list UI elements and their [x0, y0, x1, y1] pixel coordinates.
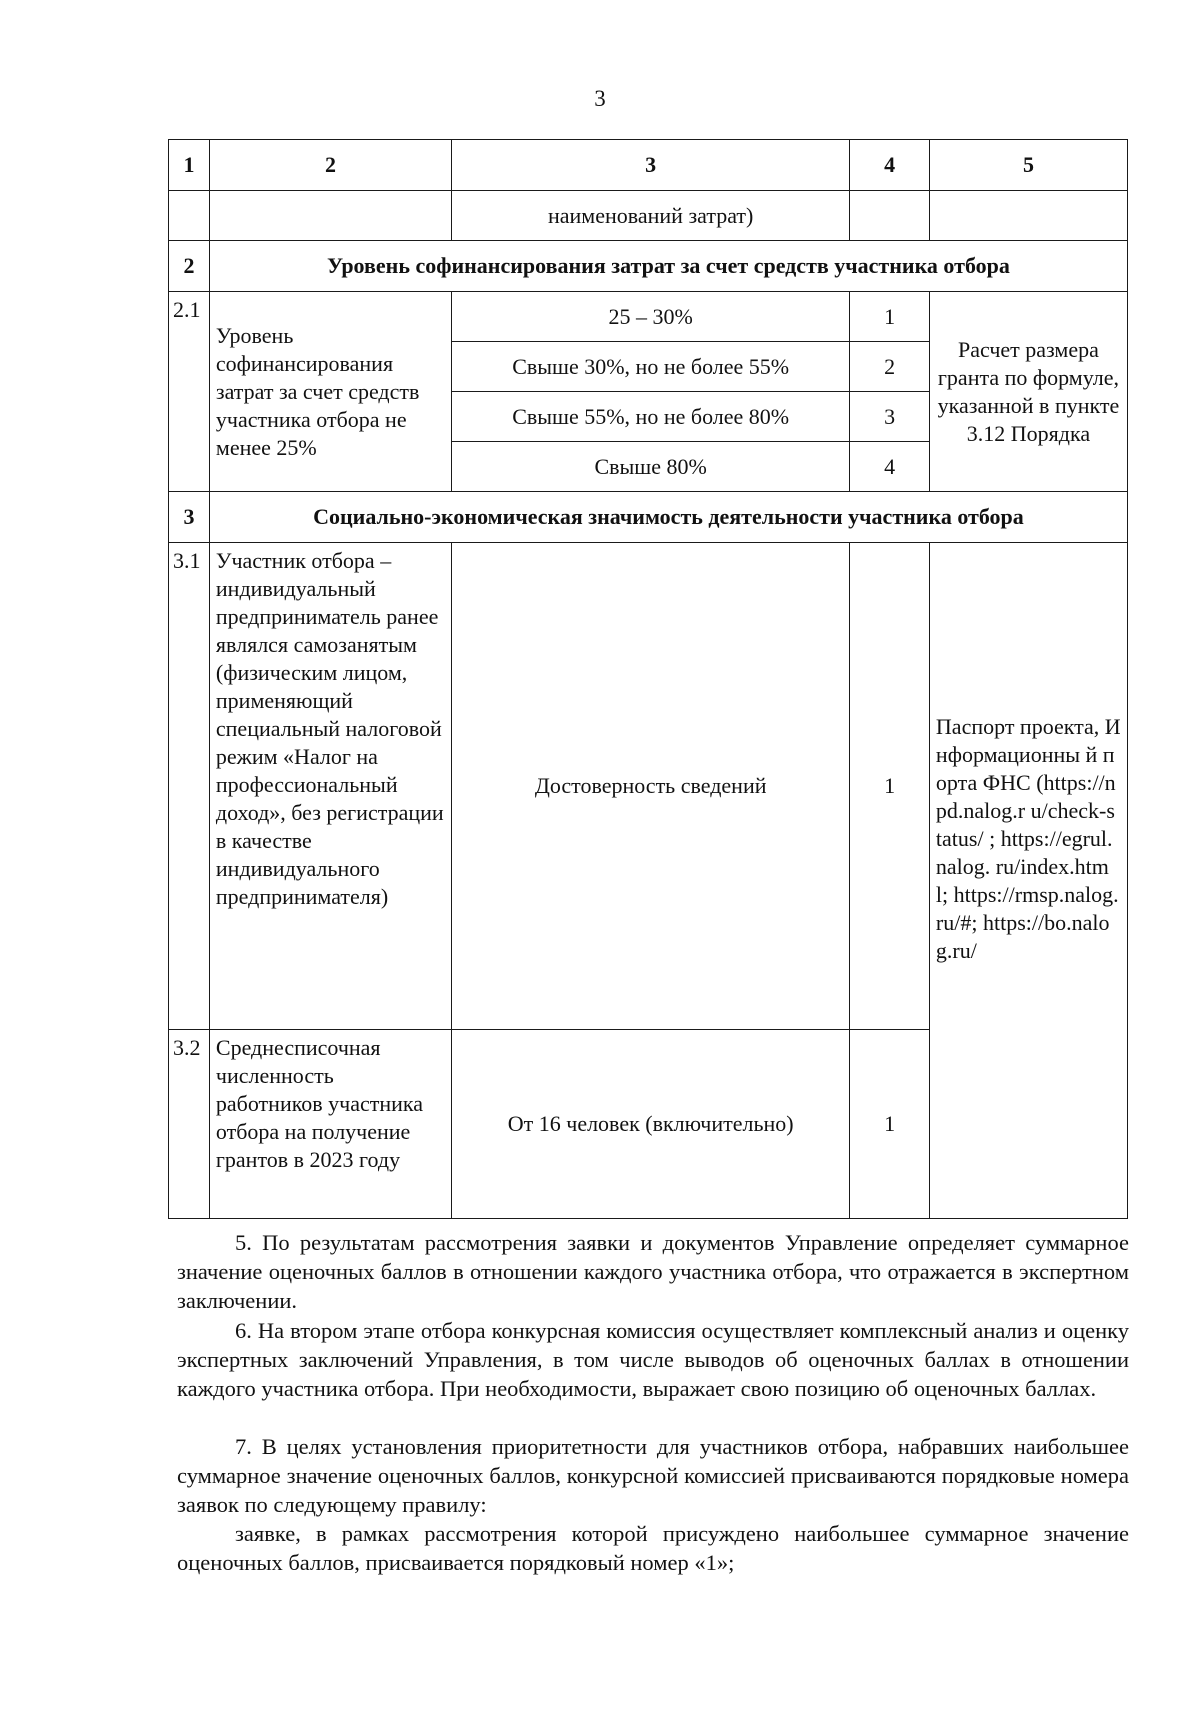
page-number: 3: [594, 86, 606, 111]
criterion-cell: Среднесписочная численность работников участника отбора на получение грантов в 2023 году: [209, 1030, 451, 1219]
header-cell: 1: [169, 140, 210, 191]
score-cell: 1: [850, 543, 930, 1030]
paragraph-8: заявке, в рамках рассмотрения которой присуждено наибольшее суммарное значение оценочных баллов, присваивается порядковый номер «1»;: [177, 1521, 1129, 1575]
header-cell: 3: [452, 140, 850, 191]
row-number: 2.1: [169, 292, 210, 492]
score-cell: 1: [850, 1030, 930, 1219]
score-cell: 1: [850, 292, 930, 342]
paragraph-5: 5. По результатам рассмотрения заявки и документов Управление определяет суммарное значение оценочных баллов в отношении каждого участника отбора, что отражается в экспертном заключении.: [177, 1230, 1129, 1313]
criterion-cell: Участник отбора – индивидуальный предприниматель ранее являлся самозанятым (физическим лицом, применяющий специальный налоговой режим «Налог на профессиональный доход», без регистрации в качестве индивидуального предпринимателя): [209, 543, 451, 1030]
section-title: Социально-экономическая значимость деятельности участника отбора: [209, 492, 1127, 543]
source-cell: Расчет размера гранта по формуле, указанной в пункте 3.12 Порядка: [929, 292, 1127, 492]
option-cell: 25 – 30%: [452, 292, 850, 342]
source-cell: Паспорт проекта, Информационны й порта ФНС (https://npd.nalog.r u/check-status/ ; https://egrul.nalog. ru/index.html; https://rmsp.nalog. ru/#; https://bo.nalog.ru/: [929, 543, 1127, 1219]
option-cell: Достоверность сведений: [452, 543, 850, 1030]
score-cell: 2: [850, 342, 930, 392]
option-cell: Свыше 55%, но не более 80%: [452, 392, 850, 442]
continuation-text: наименований затрат): [452, 191, 850, 241]
section-number: 2: [169, 241, 210, 292]
section-number: 3: [169, 492, 210, 543]
criteria-table: [168, 139, 1128, 1219]
score-cell: 3: [850, 392, 930, 442]
option-cell: Свыше 80%: [452, 442, 850, 492]
section-title: Уровень софинансирования затрат за счет средств участника отбора: [209, 241, 1127, 292]
row-number: 3.2: [169, 1030, 210, 1219]
option-cell: Свыше 30%, но не более 55%: [452, 342, 850, 392]
paragraph-7: 7. В целях установления приоритетности для участников отбора, набравших наибольшее суммарное значение оценочных баллов, конкурсной комиссией присваиваются порядковые номера заявок по следующему правилу:: [177, 1434, 1129, 1517]
header-cell: 4: [850, 140, 930, 191]
option-cell: От 16 человек (включительно): [452, 1030, 850, 1219]
table-row: [169, 543, 1128, 1030]
section-row: [169, 241, 1128, 292]
row-number: 3.1: [169, 543, 210, 1030]
criterion-cell: Уровень софинансирования затрат за счет средств участника отбора не менее 25%: [209, 292, 451, 492]
table-row: [169, 191, 1128, 241]
score-cell: 4: [850, 442, 930, 492]
table-row: [169, 292, 1128, 342]
section-row: [169, 492, 1128, 543]
paragraph-6: 6. На втором этапе отбора конкурсная комиссия осуществляет комплексный анализ и оценку экспертных заключений Управления, в том числе выводов об оценочных баллах в отношении каждого участника отбора. При необходимости, выражает свою позицию об оценочных баллах.: [177, 1318, 1129, 1401]
header-cell: 2: [209, 140, 451, 191]
header-cell: 5: [929, 140, 1127, 191]
table-header-row: [169, 140, 1128, 191]
